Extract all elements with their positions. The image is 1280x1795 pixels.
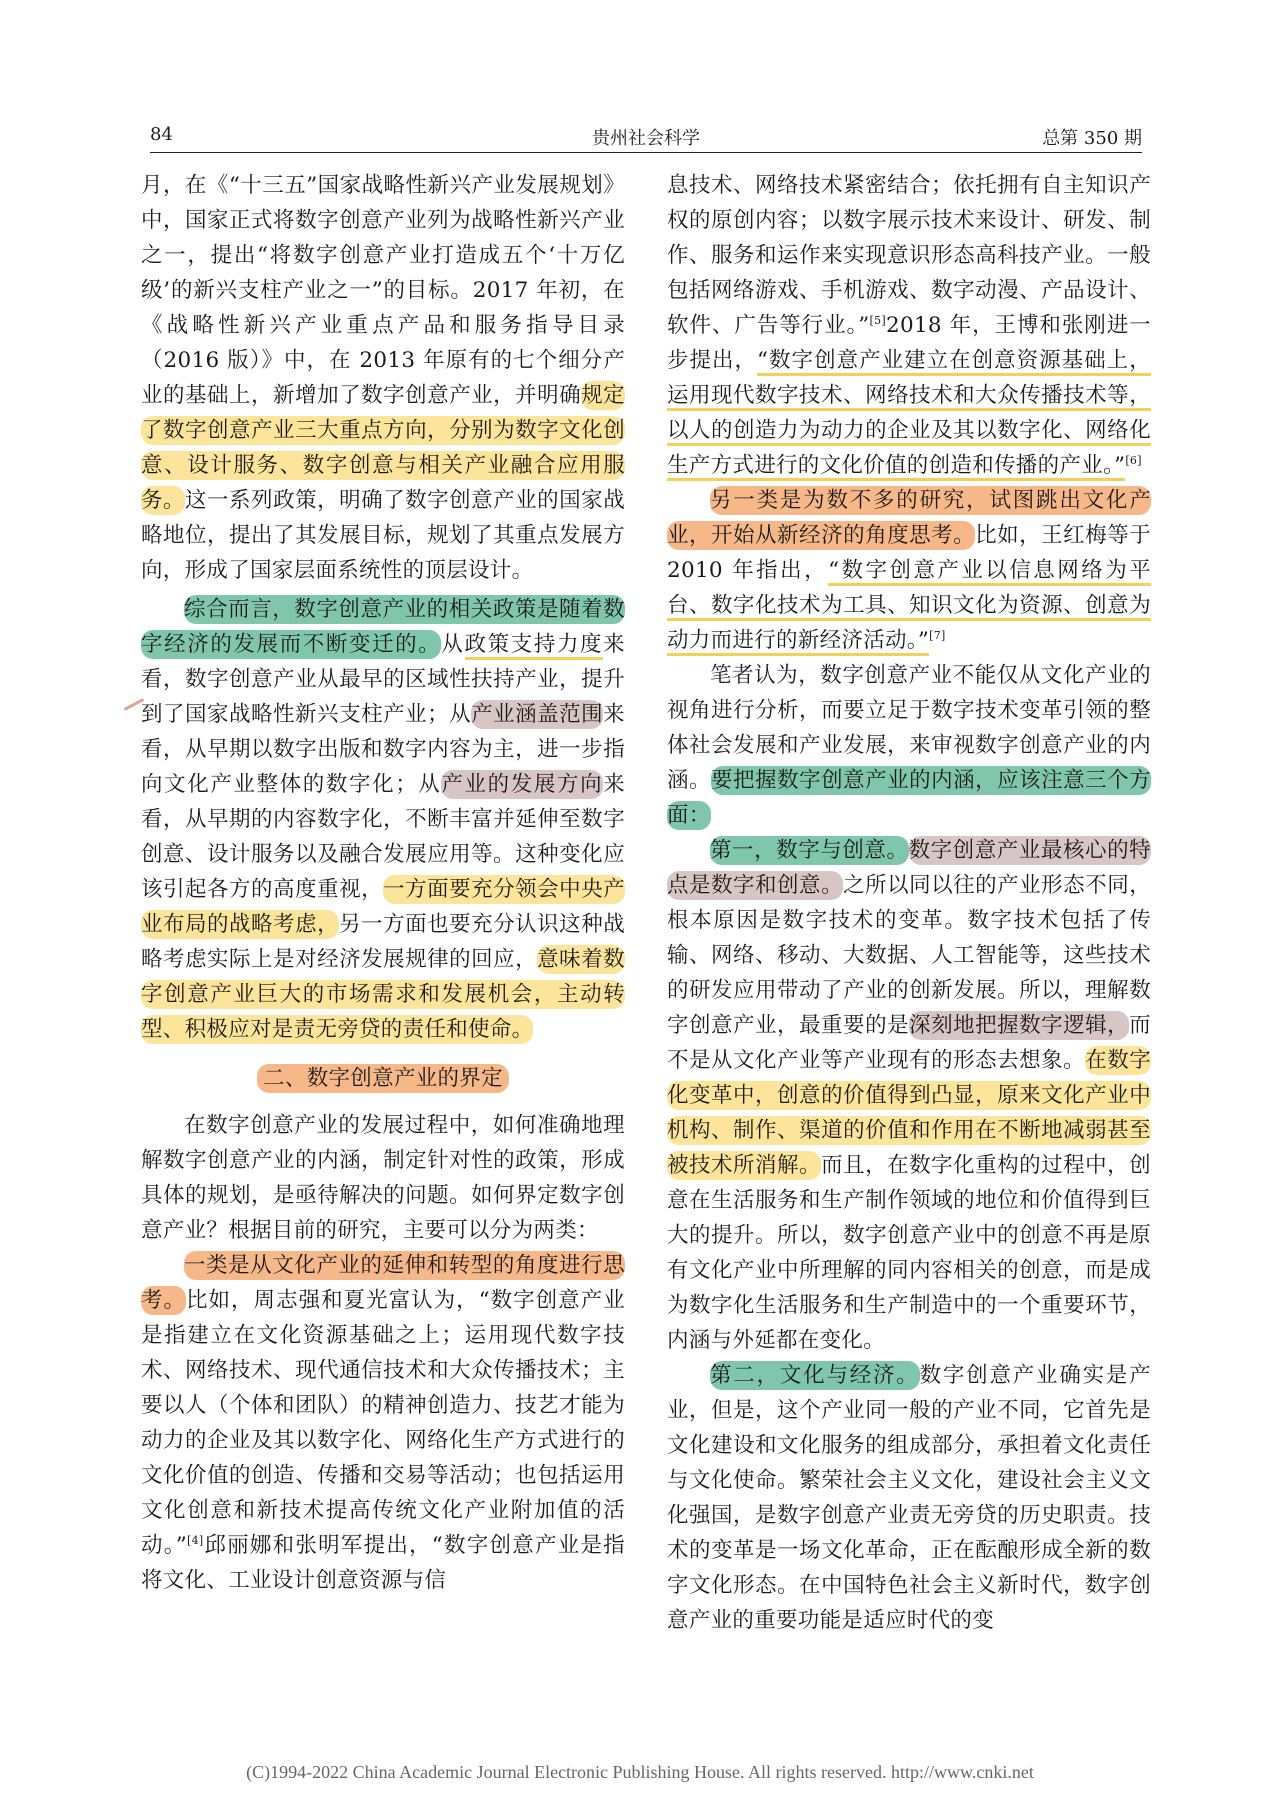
highlight-teal: 第二，文化与经济。 xyxy=(710,1363,920,1388)
section-heading-text: 二、数字创意产业的界定 xyxy=(257,1064,509,1093)
text-span: 比如，王红梅等于 2010 年指出， xyxy=(667,523,1152,583)
highlight-yellow: 规定了数字创意产业三大重点方向，分别为数字文化创意、设计服务、数字创意与相关产业融合应用服务。 xyxy=(141,383,625,513)
text-span: 从 xyxy=(441,632,465,657)
header-rule xyxy=(150,152,1142,153)
highlight-mauve: 产业涵盖范围 xyxy=(471,702,604,727)
highlight-mauve: 产业的发展方向 xyxy=(441,772,604,797)
highlight-teal: 综合而言，数字创意产业的相关政策是随着数字经济的发展而不断变迁的。 xyxy=(141,597,625,657)
issue-label: 总第 350 期 xyxy=(1042,128,1142,149)
paragraph xyxy=(141,168,625,588)
paragraph xyxy=(667,833,1151,1358)
text-span: 在数字创意产业的发展过程中，如何准确地理解数字创意产业的内涵，制定针对性的政策，形成具体的规划，是亟待解决的问题。如何界定数字创意产业？根据目前的研究，主要可以分为两类： xyxy=(141,1113,625,1243)
highlight-teal: 第一，数字与创意。 xyxy=(710,838,909,863)
text-span: 另一方面也要充分认识这种战略考虑实际上是对经济发展规律的回应， xyxy=(141,912,626,972)
text-span: 息技术、网络技术紧密结合；依托拥有自主知识产权的原创内容；以数字展示技术来设计、研发、制作、服务和运作来实现意识形态高科技产业。一般包括网络游戏、手机游戏、数字动漫、产品设计、软件、广告等行业。” xyxy=(667,173,1151,338)
text-span: 而且，在数字化重构的过程中，创意在生活服务和生产制作领域的地位和价值得到巨大的提升。所以，数字创意产业中的创意不再是原有文化产业中所理解的同内容相关的创意，而是成为数字化生活服务和生产制造中的一个重要环节，内涵与外延都在变化。 xyxy=(667,1153,1151,1353)
paragraph xyxy=(141,592,625,1047)
journal-title: 贵州社会科学 xyxy=(592,128,700,149)
highlight-teal: 要把握数字创意产业的内涵，应该注意三个方面： xyxy=(667,768,1151,828)
paragraph xyxy=(141,1248,625,1598)
text-span: 之所以同以往的产业形态不同，根本原因是数字技术的变革。数字技术包括了传输、网络、移动、大数据、人工智能等，这些技术的研发应用带动了产业的创新发展。所以，理解数字创意产业，最重要的是 xyxy=(667,873,1151,1038)
text-span: 来看，从早期以数字出版和数字内容为主，进一步指向文化产业整体的数字化；从 xyxy=(141,702,625,797)
highlight-mauve: 深刻地把握数字逻辑， xyxy=(909,1013,1130,1038)
citation-ref: [5] xyxy=(869,313,886,327)
highlight-mauve: 数字创意产业最核心的特点是数字和创意。 xyxy=(667,838,1151,898)
text-span: 这一系列政策，明确了数字创意产业的国家战略地位，提出了其发展目标，规划了其重点发展方向，形成了国家层面系统性的顶层设计。 xyxy=(141,488,625,583)
left-column xyxy=(141,168,625,1598)
text-span: 来看，从早期的内容数字化，不断丰富并延伸至数字创意、设计服务以及融合发展应用等。这种变化应该引起各方的高度重视， xyxy=(141,772,625,902)
underline-yellow: “数字创意产业建立在创意资源基础上，运用现代数字技术、网络技术和大众传播技术等，以人的创造力为动力的企业及其以数字化、网络化生产方式进行的文化价值的创造和传播的产业。” xyxy=(667,348,1151,481)
right-column xyxy=(667,168,1151,1638)
paragraph xyxy=(667,1358,1151,1638)
highlight-orange: 一类是从文化产业的延伸和转型的角度进行思考。 xyxy=(141,1253,625,1313)
text-span: 比如，周志强和夏光富认为，“数字创意产业是指建立在文化资源基础之上；运用现代数字技术、网络技术、现代通信技术和大众传播技术；主要以人（个体和团队）的精神创造力、技艺才能为动力的企业及其以数字化、网络化生产方式进行的文化价值的创造、传播和交易等活动；也包括运用文化创意和新技术提高传统文化产业附加值的活动。” xyxy=(141,1288,625,1558)
paragraph xyxy=(667,658,1151,833)
highlight-orange: 另一类是为数不多的研究，试图跳出文化产业，开始从新经济的角度思考。 xyxy=(667,488,1151,548)
paragraph xyxy=(141,1108,625,1248)
citation-ref: [4] xyxy=(187,1533,204,1547)
text-span: 月，在《“十三五”国家战略性新兴产业发展规划》中，国家正式将数字创意产业列为战略性新兴产业之一，提出“将数字创意产业打造成五个‘十万亿级’的新兴支柱产业之一”的目标。2017 年初，在《战略性新兴产业重点产品和服务指导目录（2016 版）》中，在 2013 年原有的七个细分产业的基础上，新增加了数字创意产业，并明确 xyxy=(141,173,625,408)
underline-yellow: 政策支持力度 xyxy=(465,632,604,660)
text-span: 笔者认为，数字创意产业不能仅从文化产业的视角进行分析，而要立足于数字技术变革引领的整体社会发展和产业发展，来审视数字创意产业的内涵。 xyxy=(667,663,1151,793)
text-span: 而不是从文化产业等产业现有的形态去想象。 xyxy=(667,1013,1151,1073)
highlight-yellow: 意味着数字创意产业巨大的市场需求和发展机会，主动转型、积极应对是责无旁贷的责任和使命。 xyxy=(141,947,625,1042)
highlight-yellow: 一方面要充分领会中央产业布局的战略考虑， xyxy=(141,877,625,937)
paragraph xyxy=(667,168,1151,483)
highlight-yellow: 在数字化变革中，创意的价值得到凸显，原来文化产业中机构、制作、渠道的价值和作用在不断地减弱甚至被技术所消解。 xyxy=(667,1048,1152,1178)
page-number: 84 xyxy=(150,124,173,145)
paragraph xyxy=(667,483,1151,658)
text-span: 邱丽娜和张明军提出，“数字创意产业是指将文化、工业设计创意资源与信 xyxy=(141,1533,625,1593)
text-span: 2018 年，王博和张刚进一步提出， xyxy=(667,313,1151,373)
section-heading xyxy=(141,1061,625,1096)
copyright-footer: (C)1994-2022 China Academic Journal Electronic Publishing House. All rights reserved. http://www.cnki.net xyxy=(246,1762,1034,1782)
text-span: 来看，数字创意产业从最早的区域性扶持产业，提升到了国家战略性新兴支柱产业；从 xyxy=(141,632,625,727)
citation-ref: [7] xyxy=(929,628,946,642)
citation-ref: [6] xyxy=(1125,453,1142,467)
page-header xyxy=(150,118,1142,152)
underline-yellow: “数字创意产业以信息网络为平台、数字化技术为工具、知识文化为资源、创意为动力而进行的新经济活动。” xyxy=(667,558,1151,656)
text-span: 数字创意产业确实是产业，但是，这个产业同一般的产业不同，它首先是文化建设和文化服务的组成部分，承担着文化责任与文化使命。繁荣社会主义文化，建设社会主义文化强国，是数字创意产业责无旁贷的历史职责。技术的变革是一场文化革命，正在酝酿形成全新的数字文化形态。在中国特色社会主义新时代，数字创意产业的重要功能是适应时代的变 xyxy=(667,1363,1151,1633)
